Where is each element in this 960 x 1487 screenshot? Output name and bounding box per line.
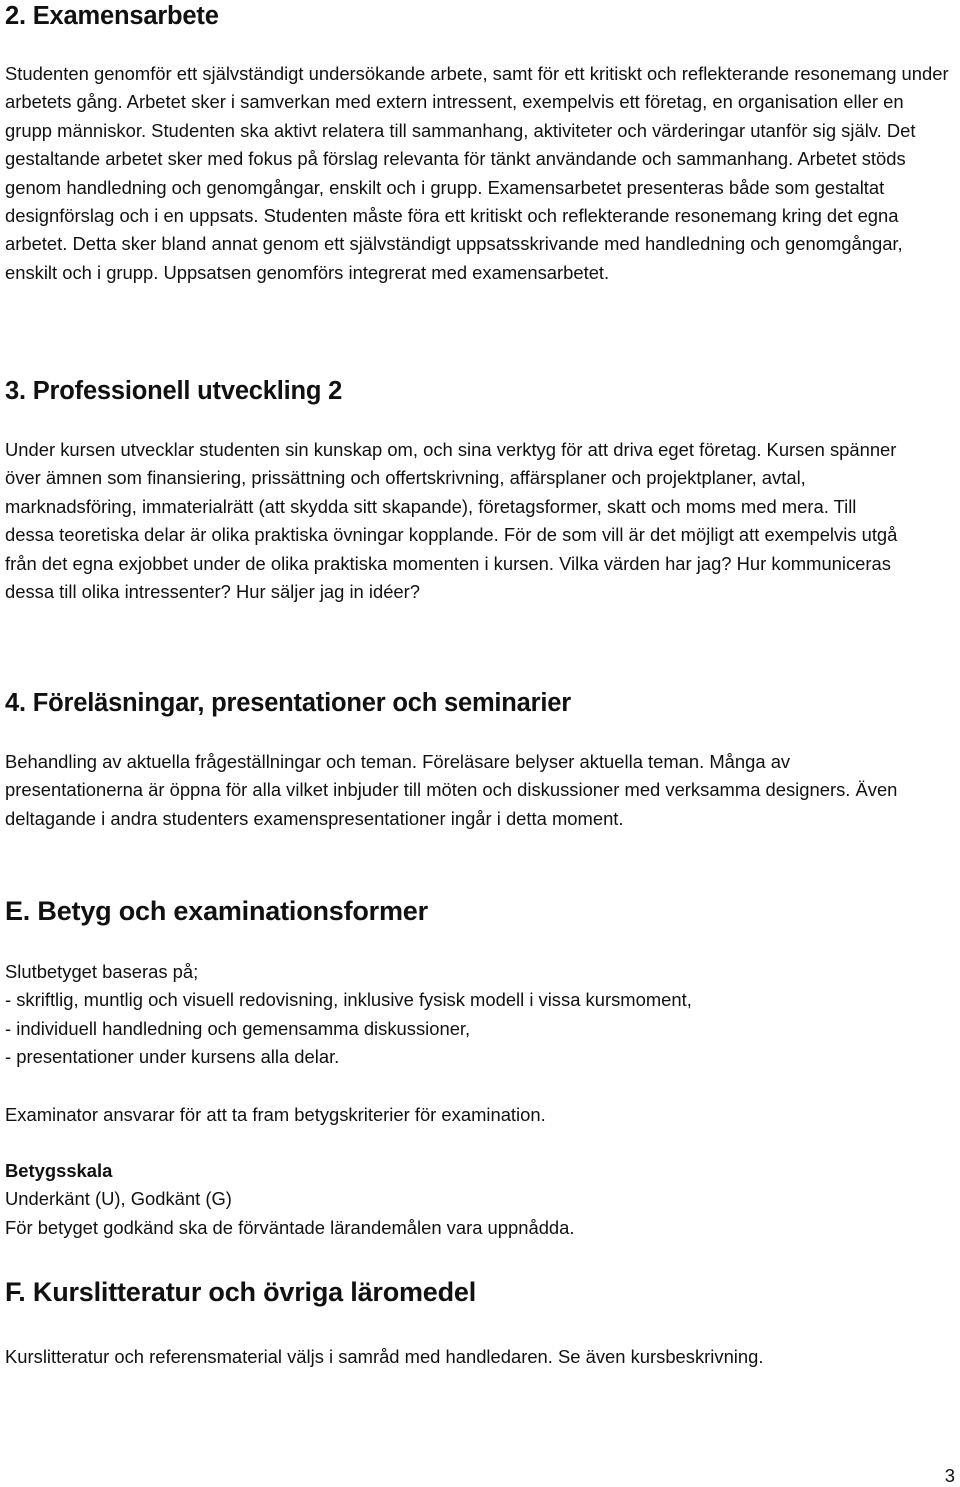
section-heading-professionell-utveckling: 3. Professionell utveckling 2 [5,377,343,405]
section-body-professionell-utveckling: Under kursen utvecklar studenten sin kunskap om, och sina verktyg för att driva eget företag. Kursen spänner över ämnen som finansiering, prissättning och offertskrivning, affärsplaner och projektplaner, avtal, marknadsföring, immaterialrätt (att skydda sitt skapande), företagsformer, skatt och moms med mera. Till dessa teoretiska delar är olika praktiska övningar kopplande. För de som vill är det möjligt att exempelvis utgå från det egna exjobbet under de olika praktiska momenten i kursen. Vilka värden har jag? Hur kommuniceras dessa till olika intressenter? Hur säljer jag in idéer? [5,439,898,603]
page-number: 3 [944,1465,955,1486]
grading-scale-values: Underkänt (U), Godkänt (G) [5,1188,232,1210]
grading-basis [5,958,955,1072]
grading-scale-note: För betyget godkänd ska de förväntade lärandemålen vara uppnådda. [5,1216,575,1238]
list-item: - individuell handledning och gemensamma diskussioner, [5,1017,471,1039]
section-heading-betyg: E. Betyg och examinationsformer [5,896,428,926]
list-item: - presentationer under kursens alla delar. [5,1046,340,1068]
list-item: - skriftlig, muntlig och visuell redovisning, inklusive fysisk modell i vissa kursmoment, [5,989,692,1011]
grading-intro: Slutbetyget baseras på; [5,961,199,982]
section-heading-kurslitteratur: F. Kurslitteratur och övriga läromedel [5,1277,477,1307]
section-body-kurslitteratur: Kurslitteratur och referensmaterial väljs i samråd med handledaren. Se även kursbeskrivning. [5,1346,764,1367]
section-heading-examensarbete: 2. Examensarbete [5,2,219,30]
section-heading-forelasningar: 4. Föreläsningar, presentationer och seminarier [5,689,571,717]
section-body-examensarbete: Studenten genomför ett självständigt undersökande arbete, samt för ett kritiskt och reflekterande resonemang under arbetets gång. Arbetet sker i samverkan med extern intressent, exempelvis ett företag, en organisation eller en grupp människor. Studenten ska aktivt relatera till sammanhang, aktiviteter och värderingar utanför sig själv. Det gestaltande arbetet sker med fokus på förslag relevanta för tänkt användande och sammanhang. Arbetet stöds genom handledning och genomgångar, enskilt och i grupp. Examensarbetet presenteras både som gestaltat designförslag och i en uppsats. Studenten måste föra ett kritiskt och reflekterande resonemang kring det egna arbetet. Detta sker bland annat genom ett självständigt uppsatsskrivande med handledning och genomgångar, enskilt och i grupp. Uppsatsen genomförs integrerat med examensarbetet. [5,63,949,283]
grading-scale-label: Betygsskala [5,1160,113,1181]
section-body-forelasningar: Behandling av aktuella frågeställningar och teman. Föreläsare belyser aktuella teman. Många av presentationerna är öppna för alla vilket inbjuder till möten och diskussioner med verksamma designers. Även deltagande i andra studenters examenspresentationer ingår i detta moment. [5,751,898,829]
grading-scale [5,1157,955,1242]
examiner-note: Examinator ansvarar för att ta fram betygskriterier för examination. [5,1104,546,1125]
